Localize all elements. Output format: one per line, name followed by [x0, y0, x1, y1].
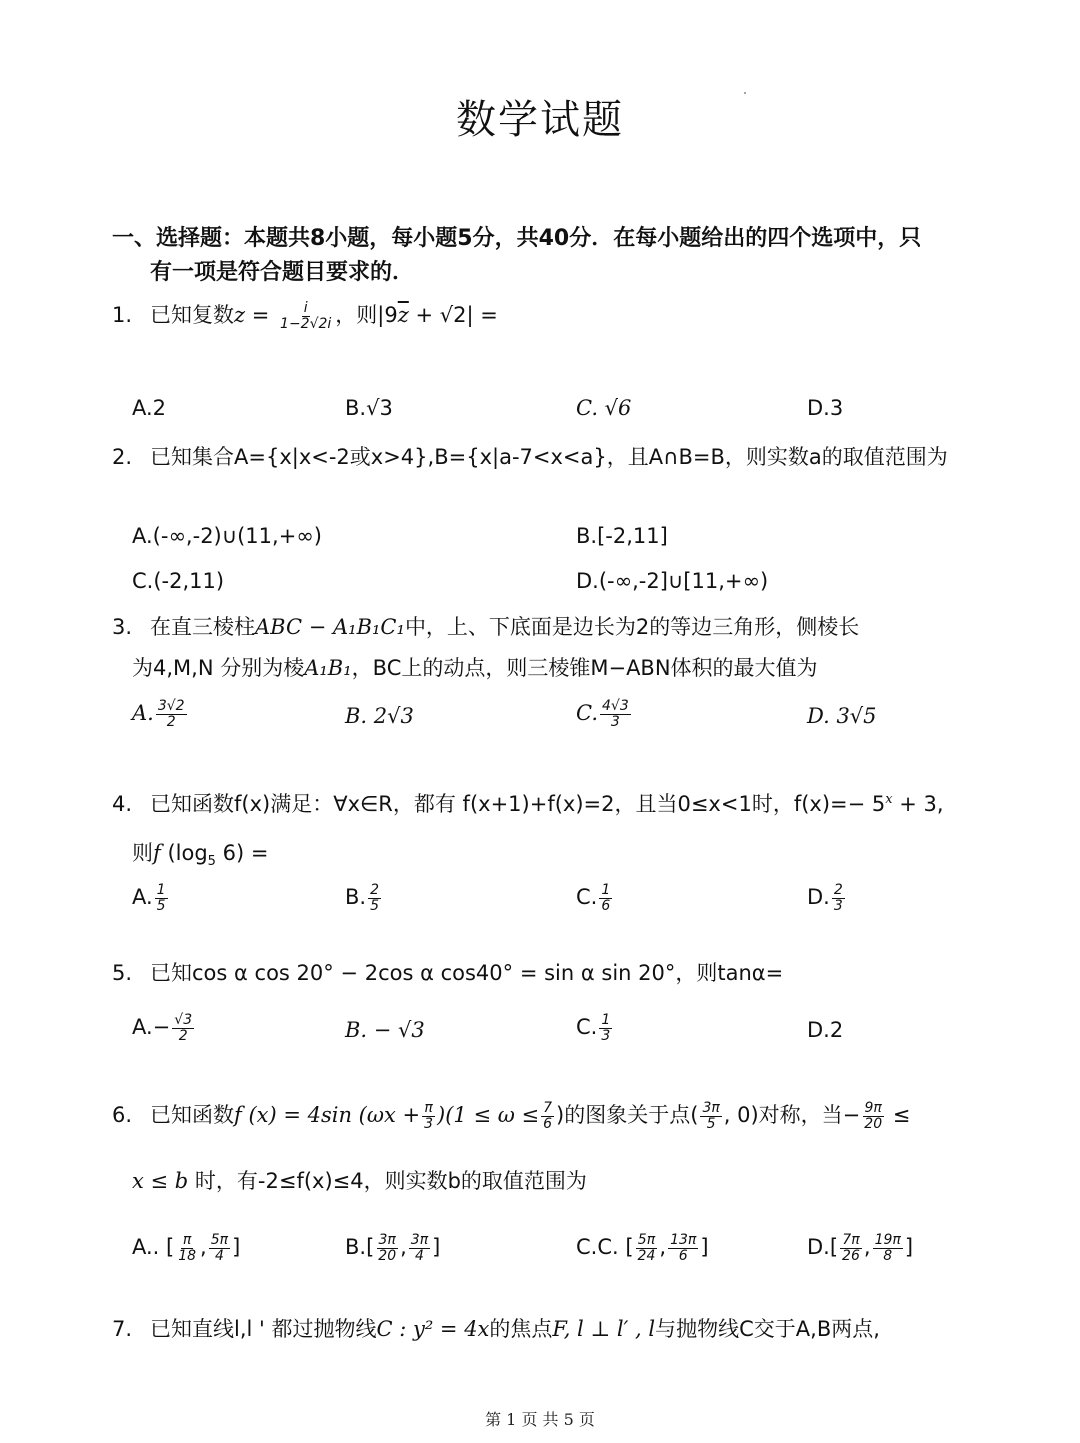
option-label: B.	[345, 885, 367, 909]
math-cond: x ≤ b	[132, 1169, 189, 1193]
fraction-denominator: 4	[214, 1247, 224, 1264]
math-cond: F, l ⊥ l′ , l	[552, 1317, 656, 1341]
fraction	[172, 1013, 194, 1044]
fraction	[176, 1233, 198, 1264]
question-number: 5.	[112, 961, 133, 985]
option-b: B.√3	[345, 396, 393, 420]
option-b: B. 2√3	[345, 704, 414, 728]
option-label: A.. [	[132, 1235, 175, 1259]
bracket: ]	[432, 1235, 441, 1259]
option-label: A.	[132, 701, 154, 725]
fraction-numerator: 2	[833, 881, 843, 898]
fraction-denominator: 5	[706, 1115, 716, 1132]
question-number: 7.	[112, 1317, 133, 1341]
option-c: C.C. [ $\frac{5\pi}{24}$ , $\frac{13\pi}{6}$ ]	[576, 1231, 709, 1264]
option-a: A.2	[132, 396, 167, 420]
fraction-numerator: 13π	[670, 1231, 697, 1248]
fraction-numerator: 5π	[637, 1231, 656, 1248]
option-label: C.C. [	[576, 1235, 634, 1259]
option-label: A.−	[132, 1015, 171, 1039]
fraction-denominator: 2	[166, 713, 176, 730]
option-a	[132, 698, 189, 730]
option-d: D.2	[807, 1018, 844, 1042]
question-4	[112, 785, 944, 819]
math-eq: =	[245, 303, 277, 327]
option-c: C. √6	[576, 396, 632, 420]
subscript: 5	[207, 854, 216, 870]
question-stem: 则	[132, 841, 153, 865]
question-number: 2.	[112, 445, 133, 469]
question-4-line2	[132, 838, 268, 877]
fraction-denominator: 1−2√2i	[280, 315, 332, 332]
option-d	[807, 882, 847, 914]
fraction-denominator: 3	[424, 1115, 434, 1132]
option-a	[132, 882, 170, 914]
question-stem: 已知函数	[150, 1103, 234, 1127]
fraction-denominator: 20	[864, 1115, 883, 1132]
question-stem: 为4,M,N 分别为棱	[132, 656, 305, 680]
fraction-numerator: 1	[601, 1011, 611, 1028]
bracket: ]	[700, 1235, 709, 1259]
question-stem: 已知函数f(x)满足：∀x∈R，都有 f(x+1)+f(x)=2，且当0≤x<1时，f(x)=− 5	[150, 792, 886, 816]
option-c	[576, 882, 614, 914]
option-label: C.	[576, 701, 598, 725]
parabola-expr: C : y² = 4x	[376, 1317, 490, 1341]
fraction-numerator: 7	[543, 1099, 553, 1116]
math-var: f	[153, 841, 161, 865]
option-label: C.	[576, 885, 598, 909]
prism-name: ABC − A₁B₁C₁	[255, 615, 405, 639]
question-stem: ，BC上的动点，则三棱锥M−ABN体积的最大值为	[351, 656, 818, 680]
question-number: 3.	[112, 615, 133, 639]
fraction-numerator: 9π	[864, 1099, 882, 1116]
question-stem: 与抛物线C交于A,B两点,	[655, 1317, 880, 1341]
fraction-numerator: 2	[370, 881, 380, 898]
option-label: C.	[576, 1015, 598, 1039]
option-c: C.(-2,11)	[132, 569, 225, 593]
function-expr: f (x) = 4sin (ωx +	[234, 1103, 421, 1127]
page-footer: 第 1 页 共 5 页	[485, 1410, 595, 1429]
fraction-denominator: 18	[178, 1247, 197, 1264]
question-stem: 已知复数	[150, 303, 234, 327]
option-label: D.	[807, 885, 830, 909]
option-d: D.3	[807, 396, 844, 420]
option-b: B.[-2,11]	[576, 524, 668, 548]
fraction	[376, 1233, 398, 1264]
section-heading	[112, 222, 972, 290]
fraction	[840, 1233, 862, 1264]
fraction-numerator: π	[424, 1099, 433, 1116]
option-a: A.(-∞,-2)∪(11,+∞)	[132, 524, 322, 548]
question-2	[112, 442, 948, 472]
question-stem: ≤	[886, 1103, 911, 1127]
option-b: B. − √3	[345, 1018, 425, 1042]
fraction-numerator: 3π	[702, 1099, 720, 1116]
fraction-denominator: 24	[637, 1247, 656, 1264]
question-6-line2	[132, 1166, 587, 1196]
question-stem: 已知直线l,l ' 都过抛物线	[150, 1317, 377, 1341]
option-label: B.[	[345, 1235, 375, 1259]
option-label: A.	[132, 885, 153, 909]
fraction-denominator: 6	[678, 1247, 688, 1264]
question-7	[112, 1314, 880, 1344]
fraction	[873, 1233, 903, 1264]
fraction-numerator: √3	[174, 1011, 193, 1028]
fraction	[600, 699, 631, 730]
option-c	[576, 1012, 614, 1044]
fraction	[422, 1101, 435, 1132]
math-cond: )(1 ≤ ω ≤	[437, 1103, 540, 1127]
fraction-denominator: 20	[378, 1247, 397, 1264]
fraction-numerator: π	[182, 1231, 192, 1248]
bracket: ]	[232, 1235, 241, 1259]
fraction	[278, 301, 333, 332]
fraction-numerator: 3π	[378, 1231, 396, 1248]
fraction	[832, 883, 845, 914]
fraction-numerator: i	[303, 299, 308, 316]
question-stem: + 3,	[892, 792, 944, 816]
question-stem: + √2| =	[408, 303, 498, 327]
fraction	[409, 1233, 430, 1264]
fraction-denominator: 6	[543, 1115, 553, 1132]
bracket: ]	[904, 1235, 914, 1259]
fraction-denominator: 4	[415, 1247, 424, 1264]
fraction	[599, 1013, 612, 1044]
fraction	[668, 1233, 698, 1264]
question-stem: , 0)对称，当−	[723, 1103, 861, 1127]
question-stem: (log	[160, 841, 208, 865]
option-d: D.[ $\frac{7\pi}{26}$ , $\frac{19\pi}{8}$ ]	[807, 1231, 914, 1264]
math-var: z	[234, 303, 246, 327]
question-1	[112, 300, 498, 332]
question-stem: 已知cos α cos 20° − 2cos α cos40° = sin α sin 20°，则tanα=	[150, 961, 784, 985]
option-d: D. 3√5	[807, 704, 877, 728]
question-number: 1.	[112, 303, 133, 327]
fraction-numerator: 3√2	[157, 697, 185, 714]
fraction	[862, 1101, 884, 1132]
fraction-numerator: 7π	[842, 1231, 860, 1248]
fraction-denominator: 26	[842, 1247, 860, 1264]
fraction-numerator: 1	[156, 881, 166, 898]
question-stem: 的焦点	[489, 1317, 553, 1341]
fraction	[155, 883, 168, 914]
fraction	[541, 1101, 554, 1132]
question-stem: 中，上、下底面是边长为2的等边三角形，侧棱长	[404, 615, 860, 639]
option-b	[345, 882, 383, 914]
option-d: D.(-∞,-2]∪[11,+∞)	[576, 569, 769, 593]
fraction-denominator: 3	[833, 897, 843, 914]
fraction	[636, 1233, 658, 1264]
fraction-numerator: 19π	[874, 1231, 901, 1248]
option-a	[132, 1012, 196, 1044]
fraction	[368, 883, 381, 914]
question-3-line2	[132, 653, 818, 683]
option-c	[576, 698, 633, 730]
fraction-denominator: 3	[610, 713, 620, 730]
fraction-denominator: 5	[370, 897, 380, 914]
fraction-denominator: 6	[601, 897, 611, 914]
fraction	[599, 883, 612, 914]
question-stem: 时，有-2≤f(x)≤4，则实数b的取值范围为	[188, 1169, 587, 1193]
section-heading-line1: 一、选择题：本题共8小题，每小题5分，共40分．在每小题给出的四个选项中，只	[112, 226, 922, 251]
option-a: A.. [ $\frac{\pi}{18}$ , $\frac{5\pi}{4}$ ]	[132, 1231, 241, 1264]
edge-name: A₁B₁	[304, 656, 352, 680]
question-stem: )的图象关于点(	[556, 1103, 699, 1127]
page-title: 数学试题	[456, 97, 624, 143]
exponent: x	[885, 792, 893, 807]
fraction-numerator: 3π	[410, 1231, 429, 1248]
option-b: B.[ $\frac{3\pi}{20}$ , $\frac{3\pi}{4}$ ]	[345, 1231, 441, 1264]
fraction-denominator: 3	[601, 1027, 611, 1044]
fraction	[209, 1233, 230, 1264]
question-number: 4.	[112, 792, 133, 816]
question-5	[112, 958, 783, 988]
fraction-denominator: 5	[156, 897, 166, 914]
section-heading-line2: 有一项是符合题目要求的．	[150, 260, 415, 285]
question-6	[112, 1100, 910, 1132]
question-stem: 已知集合A={x|x<-2或x>4},B={x|a-7<x<a}，且A∩B=B，则实数a的取值范围为	[150, 445, 948, 469]
fraction	[700, 1101, 721, 1132]
question-stem: 在直三棱柱	[150, 615, 255, 639]
question-number: 6.	[112, 1103, 133, 1127]
question-stem: 6) =	[215, 841, 269, 865]
fraction	[156, 699, 187, 730]
option-label: D.[	[807, 1235, 839, 1259]
conjugate-z: $\overline{z}$	[397, 303, 409, 327]
question-stem: ，则|9	[335, 303, 398, 327]
fraction-numerator: 1	[601, 881, 611, 898]
fraction-numerator: 5π	[210, 1231, 229, 1248]
fraction-denominator: 2	[178, 1027, 188, 1044]
question-3	[112, 612, 859, 642]
fraction-denominator: 8	[883, 1247, 893, 1264]
fraction-numerator: 4√3	[602, 697, 629, 714]
